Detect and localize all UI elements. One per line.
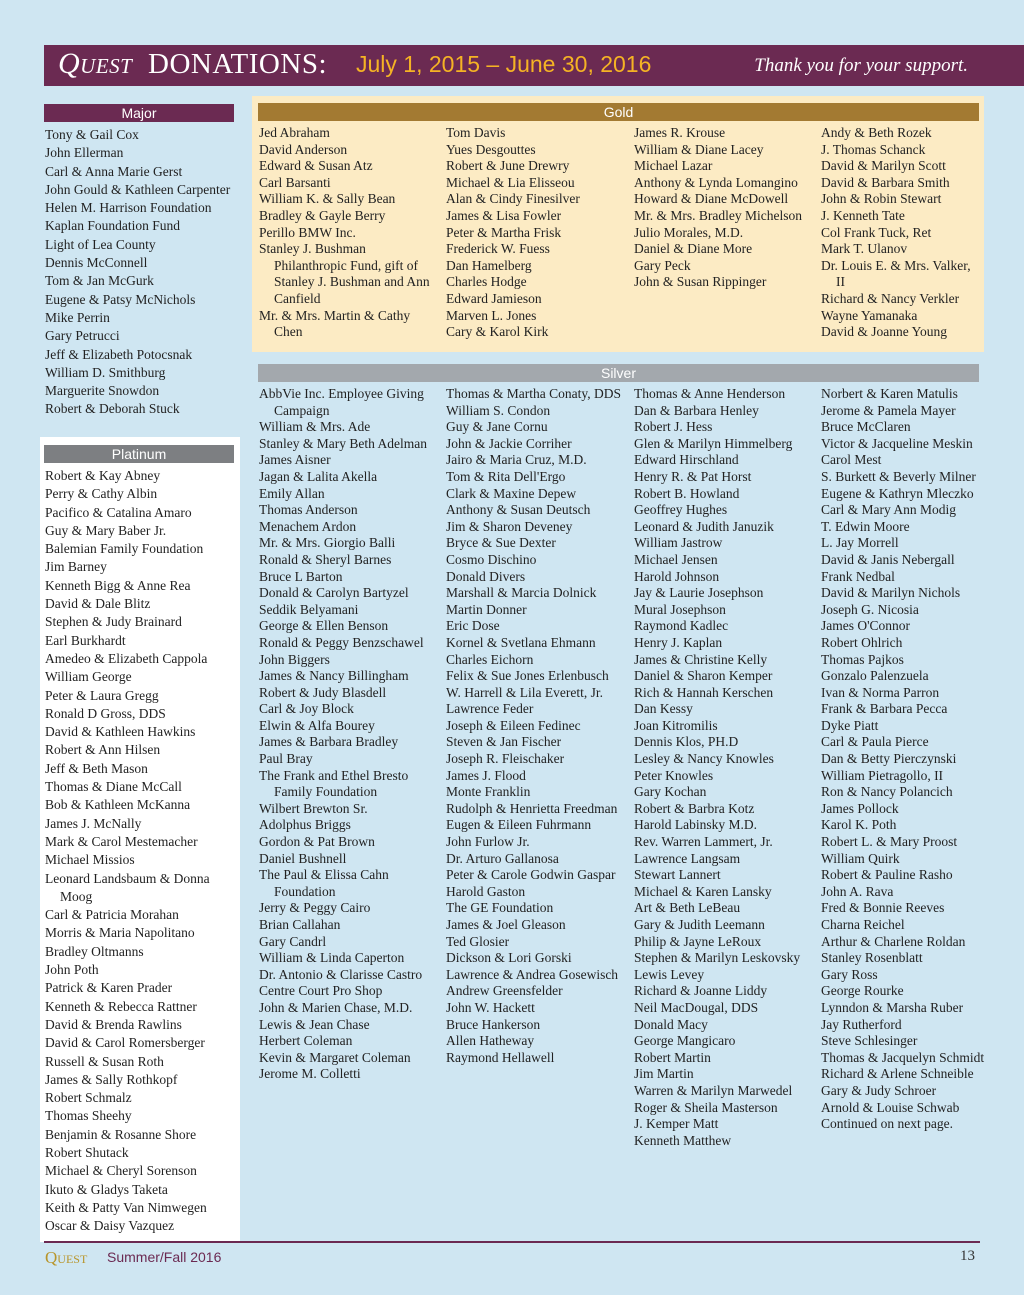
donor-name: Eugene & Patsy McNichols xyxy=(45,291,196,307)
donor-name: James Pollock xyxy=(821,800,899,816)
donor-name: Thomas & Diane McCall xyxy=(45,779,182,795)
donor-name: Pacifico & Catalina Amaro xyxy=(45,504,192,520)
header-banner xyxy=(44,45,1024,86)
donor-name: Bryce & Sue Dexter xyxy=(446,535,556,551)
donor-name: Rich & Hannah Kerschen xyxy=(634,684,774,700)
donor-name: Andrew Greensfelder xyxy=(446,983,563,999)
donor-name: Robert & Ann Hilsen xyxy=(45,742,161,758)
donor-name: Mike Perrin xyxy=(45,309,110,325)
donor-name: John & Marien Chase, M.D. xyxy=(259,999,413,1015)
footer-quest-logo: Quest xyxy=(45,1248,88,1267)
footer-divider xyxy=(44,1241,980,1243)
donor-name: Mark & Carol Mestemacher xyxy=(45,833,198,849)
platinum-heading: Platinum xyxy=(44,445,234,463)
donor-name: Stephen & Judy Brainard xyxy=(45,614,182,630)
donor-name: John Biggers xyxy=(259,651,330,667)
donor-name: Centre Court Pro Shop xyxy=(259,983,383,999)
donor-name: Dan & Barbara Henley xyxy=(634,402,759,418)
donor-name: Daniel & Sharon Kemper xyxy=(634,668,773,684)
donor-name: Robert & Deborah Stuck xyxy=(45,401,180,417)
donor-name: Kaplan Foundation Fund xyxy=(45,218,180,234)
donor-name: Robert Shutack xyxy=(45,1144,129,1160)
gold-column-1 xyxy=(259,125,439,341)
donor-name: James O'Connor xyxy=(821,618,911,634)
donor-name: Morris & Maria Napolitano xyxy=(45,925,195,941)
donor-name: Ronald & Sheryl Barnes xyxy=(259,551,392,567)
donor-name: Bruce L Barton xyxy=(259,568,343,584)
donor-name: Geoffrey Hughes xyxy=(634,502,728,518)
donor-name: Bradley & Gayle Berry xyxy=(259,207,386,223)
gold-column-3 xyxy=(634,125,814,291)
donor-name: Dan & Betty Pierczynski xyxy=(821,751,957,767)
donor-name: Norbert & Karen Matulis xyxy=(821,386,958,401)
donor-name: Donald Divers xyxy=(446,568,526,584)
donor-name: Balemian Family Foundation xyxy=(45,541,204,557)
donor-name: Benjamin & Rosanne Shore xyxy=(45,1126,197,1142)
donor-name: Robert B. Howland xyxy=(634,485,740,501)
donor-name: William George xyxy=(45,669,132,685)
donor-name: Kenneth Bigg & Anne Rea xyxy=(45,577,191,593)
donor-name: Mr. & Mrs. Giorgio Balli xyxy=(259,535,396,551)
donor-name: Anthony & Susan Deutsch xyxy=(446,502,591,518)
donor-name: Peter & Carole Godwin Gaspar xyxy=(446,867,616,883)
donor-name: Mr. & Mrs. Bradley Michelson xyxy=(634,207,802,223)
donations-title: DONATIONS: xyxy=(148,48,327,80)
donor-name: Edward Jamieson xyxy=(446,290,542,306)
donor-name: David Anderson xyxy=(259,141,348,157)
donor-name: Jeff & Elizabeth Potocsnak xyxy=(45,346,193,362)
donor-name: Frederick W. Fuess xyxy=(446,241,550,257)
donor-name: Robert & Barbra Kotz xyxy=(634,800,755,816)
donor-name: Michael Missios xyxy=(45,852,135,868)
donor-name: Jairo & Maria Cruz, M.D. xyxy=(446,452,587,468)
donor-name: Gary Kochan xyxy=(634,784,707,800)
donor-name: Henry R. & Pat Horst xyxy=(634,468,752,484)
gold-heading: Gold xyxy=(258,103,979,121)
donor-name: Peter Knowles xyxy=(634,767,714,783)
donor-name: Robert J. Hess xyxy=(634,419,713,435)
donor-name: Dyke Piatt xyxy=(821,717,879,733)
donor-name: Steven & Jan Fischer xyxy=(446,734,562,750)
donor-name: Steve Schlesinger xyxy=(821,1033,918,1049)
donor-name: Carl Barsanti xyxy=(259,174,331,190)
donor-name: Lawrence Feder xyxy=(446,701,534,717)
donor-name: Kevin & Margaret Coleman xyxy=(259,1049,411,1065)
donor-name: Jay Rutherford xyxy=(821,1016,902,1032)
donor-name: James & Nancy Billingham xyxy=(259,668,409,684)
donor-name: Thomas Sheehy xyxy=(45,1108,132,1124)
donor-name: Joseph R. Fleischaker xyxy=(446,751,565,767)
donor-name: Jerome & Pamela Mayer xyxy=(821,402,956,418)
donor-name: Jim Martin xyxy=(634,1066,694,1082)
donor-name: L. Jay Morrell xyxy=(821,535,899,551)
donor-name: William & Diane Lacey xyxy=(634,141,764,157)
donor-name: George Mangicaro xyxy=(634,1033,736,1049)
donor-name: Leonard & Judith Januzik xyxy=(634,518,774,534)
donor-name: Dennis Klos, PH.D xyxy=(634,734,739,750)
donor-name: Marshall & Marcia Dolnick xyxy=(446,585,597,601)
donor-name: J. Kemper Matt xyxy=(634,1116,719,1132)
donor-name: Tom Davis xyxy=(446,125,506,140)
donor-name: Harold Gaston xyxy=(446,883,526,899)
donor-name: T. Edwin Moore xyxy=(821,518,910,534)
donor-name: W. Harrell & Lila Everett, Jr. xyxy=(446,684,603,700)
donor-name: Lynndon & Marsha Ruber xyxy=(821,999,964,1015)
date-range: July 1, 2015 – June 30, 2016 xyxy=(356,51,652,77)
donor-name: John & Susan Rippinger xyxy=(634,274,767,290)
donor-name: Clark & Maxine Depew xyxy=(446,485,577,501)
donor-name: David & Janis Nebergall xyxy=(821,551,955,567)
donor-name: Guy & Jane Cornu xyxy=(446,419,548,435)
donor-name: Ronald D Gross, DDS xyxy=(45,705,166,721)
donor-name: Edward Hirschland xyxy=(634,452,739,468)
donor-name: Seddik Belyamani xyxy=(259,601,359,617)
donor-name: Michael & Lia Elisseou xyxy=(446,174,575,190)
donor-name: Mark T. Ulanov xyxy=(821,241,908,257)
donor-name: James & Sally Rothkopf xyxy=(45,1071,178,1087)
donor-name: Jagan & Lalita Akella xyxy=(259,468,378,484)
donor-name: Michael Jensen xyxy=(634,551,718,567)
donor-name: J. Kenneth Tate xyxy=(821,207,905,223)
donor-name: Patrick & Karen Prader xyxy=(45,980,173,996)
donor-name: Glen & Marilyn Himmelberg xyxy=(634,435,793,451)
donor-name: Victor & Jacqueline Meskin xyxy=(821,435,973,451)
donor-name: Ivan & Norma Parron xyxy=(821,684,940,700)
donor-name: James Aisner xyxy=(259,452,331,468)
donor-name: Tom & Rita Dell'Ergo xyxy=(446,468,566,484)
donor-name: Eugene & Kathryn Mleczko xyxy=(821,485,974,501)
donor-name: George & Ellen Benson xyxy=(259,618,389,634)
donor-name: The GE Foundation xyxy=(446,900,554,916)
donor-name: William S. Condon xyxy=(446,402,551,418)
donor-name: Gary Ross xyxy=(821,966,878,982)
silver-column-1 xyxy=(259,386,441,1083)
donor-name: Monte Franklin xyxy=(446,784,531,800)
donor-name: Donald & Carolyn Bartyzel xyxy=(259,585,409,601)
silver-heading: Silver xyxy=(258,364,979,382)
donor-name: Bradley Oltmanns xyxy=(45,943,144,959)
donor-name: S. Burkett & Beverly Milner xyxy=(821,468,976,484)
donor-name: David & Joanne Young xyxy=(821,324,948,340)
donor-name: James & Christine Kelly xyxy=(634,651,768,667)
donor-name: Cary & Karol Kirk xyxy=(446,324,549,340)
donor-name: Edward & Susan Atz xyxy=(259,158,373,174)
donor-name: Robert & June Drewry xyxy=(446,158,570,174)
donor-name: Charna Reichel xyxy=(821,917,905,932)
donor-name: Leonard Landsbaum & Donna Moog xyxy=(45,870,210,904)
donor-name: James J. McNally xyxy=(45,815,142,831)
donor-name: Stewart Lannert xyxy=(634,867,721,883)
donor-name: Michael & Karen Lansky xyxy=(634,883,772,899)
donor-name: William D. Smithburg xyxy=(45,364,166,380)
donor-name: Carl & Anna Marie Gerst xyxy=(45,163,183,179)
donor-name: Robert Martin xyxy=(634,1049,711,1065)
major-donor-list xyxy=(45,126,237,419)
donor-name: Gary & Judy Schroer xyxy=(821,1082,937,1098)
donor-name: Tom & Jan McGurk xyxy=(45,273,154,289)
donor-name: Thomas Anderson xyxy=(259,502,358,518)
donor-name: Dr. Louis E. & Mrs. Valker, II xyxy=(821,257,971,290)
donor-name: Brian Callahan xyxy=(259,917,341,932)
donor-name: Wilbert Brewton Sr. xyxy=(259,800,368,816)
donor-name: Adolphus Briggs xyxy=(259,817,351,833)
donor-name: Mr. & Mrs. Martin & Cathy Chen xyxy=(259,307,411,340)
donor-name: Robert & Kay Abney xyxy=(45,468,161,483)
donor-name: Stanley & Mary Beth Adelman xyxy=(259,435,427,451)
donor-name: Jerome M. Colletti xyxy=(259,1066,361,1082)
donor-name: Russell & Susan Roth xyxy=(45,1053,164,1069)
silver-column-4 xyxy=(821,386,993,1133)
donor-name: J. Thomas Schanck xyxy=(821,141,926,157)
donor-name: Joseph & Eileen Fedinec xyxy=(446,717,581,733)
donor-name: Lewis & Jean Chase xyxy=(259,1016,370,1032)
donor-name: Michael & Cheryl Sorenson xyxy=(45,1163,197,1179)
donor-name: Carol Mest xyxy=(821,452,882,468)
donor-name: John Furlow Jr. xyxy=(446,834,530,850)
donor-name: Robert Schmalz xyxy=(45,1090,132,1106)
donor-name: Bob & Kathleen McKanna xyxy=(45,797,191,813)
donor-name: Paul Bray xyxy=(259,751,313,767)
donor-name: William Quirk xyxy=(821,850,900,866)
donor-name: Allen Hatheway xyxy=(446,1033,535,1049)
donor-name: Art & Beth LeBeau xyxy=(634,900,741,916)
donor-name: Gary Petrucci xyxy=(45,328,120,344)
donor-name: Perillo BMW Inc. xyxy=(259,224,356,240)
donor-name: Mural Josephson xyxy=(634,601,726,617)
donor-name: James & Lisa Fowler xyxy=(446,207,562,223)
donor-name: Charles Hodge xyxy=(446,274,527,290)
donor-name: Fred & Bonnie Reeves xyxy=(821,900,945,916)
donor-name: David & Marilyn Nichols xyxy=(821,585,961,601)
donor-name: James & Joel Gleason xyxy=(446,917,566,932)
donor-name: Bruce McClaren xyxy=(821,419,911,435)
donor-name: Jeff & Beth Mason xyxy=(45,760,148,776)
donor-name: Karol K. Poth xyxy=(821,817,897,833)
donor-name: Arthur & Charlene Roldan xyxy=(821,933,966,949)
footer-issue: Summer/Fall 2016 xyxy=(107,1249,222,1265)
donor-name: Daniel & Diane More xyxy=(634,241,753,257)
donor-name: John A. Rava xyxy=(821,883,894,899)
donor-name: Lesley & Nancy Knowles xyxy=(634,751,774,767)
donor-name: Jed Abraham xyxy=(259,125,330,140)
donor-name: Arnold & Louise Schwab xyxy=(821,1099,960,1115)
donor-name: Dickson & Lori Gorski xyxy=(446,950,572,966)
donor-name: Lawrence & Andrea Gosewisch xyxy=(446,966,619,982)
donor-name: Robert & Pauline Rasho xyxy=(821,867,953,883)
major-heading: Major xyxy=(44,104,234,122)
donor-name: Bruce Hankerson xyxy=(446,1016,541,1032)
donor-name: Richard & Joanne Liddy xyxy=(634,983,768,999)
donor-name: Kenneth Matthew xyxy=(634,1132,732,1148)
donor-name: AbbVie Inc. Employee Giving Campaign xyxy=(259,386,424,418)
donor-name: Dr. Antonio & Clarisse Castro xyxy=(259,966,423,982)
donor-name: Peter & Laura Gregg xyxy=(45,687,159,703)
donor-name: Henry J. Kaplan xyxy=(634,634,723,650)
donor-name: Carl & Paula Pierce xyxy=(821,734,929,750)
donor-name: Keith & Patty Van Nimwegen xyxy=(45,1199,207,1215)
donor-name: Neil MacDougal, DDS xyxy=(634,999,759,1015)
donor-name: Herbert Coleman xyxy=(259,1033,353,1049)
donor-name: Howard & Diane McDowell xyxy=(634,191,789,207)
donor-name: Stanley J. Bushman Philanthropic Fund, gift of Stanley J. Bushman and Ann Canfield xyxy=(259,241,430,306)
donor-name: Helen M. Harrison Foundation xyxy=(45,200,212,216)
donor-name: John Ellerman xyxy=(45,145,124,161)
donor-name: Earl Burkhardt xyxy=(45,632,126,648)
thank-you-note: Thank you for your support. xyxy=(754,55,968,76)
donor-name: Guy & Mary Baber Jr. xyxy=(45,522,167,538)
donor-name: Light of Lea County xyxy=(45,236,156,252)
donor-name: Cosmo Dischino xyxy=(446,551,537,567)
donor-name: Julio Morales, M.D. xyxy=(634,224,744,240)
donor-name: Marguerite Snowdon xyxy=(45,383,160,399)
donor-name: Lewis Levey xyxy=(634,966,705,982)
donor-name: Frank Nedbal xyxy=(821,568,895,584)
donor-name: William & Linda Caperton xyxy=(259,950,405,966)
donor-name: Yues Desgouttes xyxy=(446,141,536,157)
platinum-donor-list xyxy=(45,467,237,1235)
donor-name: Dan Hamelberg xyxy=(446,257,532,273)
donor-name: Marven L. Jones xyxy=(446,307,537,323)
donor-name: Robert & Judy Blasdell xyxy=(259,684,387,700)
donor-name: Gary & Judith Leemann xyxy=(634,917,765,932)
donor-name: Tony & Gail Cox xyxy=(45,127,139,142)
donor-name: Gary Peck xyxy=(634,257,691,273)
donor-name: The Frank and Ethel Bresto Family Foundation xyxy=(259,767,409,800)
donor-name: Felix & Sue Jones Erlenbusch xyxy=(446,668,609,684)
donor-name: Frank & Barbara Pecca xyxy=(821,701,948,717)
donor-name: Charles Eichorn xyxy=(446,651,534,667)
donor-name: Dr. Arturo Gallanosa xyxy=(446,850,559,866)
donor-name: The Paul & Elissa Cahn Foundation xyxy=(259,867,389,899)
donor-name: John & Jackie Corriher xyxy=(446,435,572,451)
donor-name: Wayne Yamanaka xyxy=(821,307,918,323)
donor-name: Menachem Ardon xyxy=(259,518,357,534)
donor-name: Kornel & Svetlana Ehmann xyxy=(446,634,596,650)
donor-name: John Poth xyxy=(45,962,99,978)
donor-name: Robert L. & Mary Proost xyxy=(821,834,958,850)
donor-name: Joseph G. Nicosia xyxy=(821,601,919,617)
donor-name: Amedeo & Elizabeth Cappola xyxy=(45,650,208,666)
donor-name: Raymond Kadlec xyxy=(634,618,729,634)
donor-name: Gordon & Pat Brown xyxy=(259,834,375,850)
quest-logo-text: Quest xyxy=(58,47,133,80)
donor-name: Lawrence Langsam xyxy=(634,850,741,866)
donor-name: Harold Johnson xyxy=(634,568,720,584)
donor-name: James R. Krouse xyxy=(634,125,726,140)
donor-name: Stephen & Marilyn Leskovsky xyxy=(634,950,801,966)
donor-name: David & Kathleen Hawkins xyxy=(45,724,196,740)
donor-name: William Jastrow xyxy=(634,535,723,551)
donor-name: John & Robin Stewart xyxy=(821,191,942,207)
donor-name: John W. Hackett xyxy=(446,999,535,1015)
donor-name: Carl & Patricia Morahan xyxy=(45,907,179,923)
donor-name: James & Barbara Bradley xyxy=(259,734,399,750)
donor-name: Carl & Mary Ann Modig xyxy=(821,502,956,518)
donor-name: David & Barbara Smith xyxy=(821,174,950,190)
donor-name: Daniel Bushnell xyxy=(259,850,347,866)
donor-name: Col Frank Tuck, Ret xyxy=(821,224,932,240)
donor-name: Gonzalo Palenzuela xyxy=(821,668,929,684)
donor-name: Robert Ohlrich xyxy=(821,634,903,650)
donor-name: Jerry & Peggy Cairo xyxy=(259,900,371,916)
donor-name: Peter & Martha Frisk xyxy=(446,224,562,240)
donor-name: John Gould & Kathleen Carpenter xyxy=(45,181,231,197)
donor-name: Warren & Marilyn Marwedel xyxy=(634,1082,793,1098)
donor-name: Thomas & Anne Henderson xyxy=(634,386,786,401)
donor-name: George Rourke xyxy=(821,983,904,999)
donor-name: Michael Lazar xyxy=(634,158,713,174)
donor-name: Martin Donner xyxy=(446,601,527,617)
donor-name: Stanley Rosenblatt xyxy=(821,950,923,966)
donor-name: William & Mrs. Ade xyxy=(259,419,371,435)
donor-name: Ron & Nancy Polancich xyxy=(821,784,953,800)
donor-name: Richard & Nancy Verkler xyxy=(821,290,960,306)
donor-name: Thomas & Jacquelyn Schmidt xyxy=(821,1049,985,1065)
donor-name: Dan Kessy xyxy=(634,701,693,717)
donor-name: David & Brenda Rawlins xyxy=(45,1016,182,1032)
silver-column-2 xyxy=(446,386,628,1066)
donor-name: David & Dale Blitz xyxy=(45,596,151,612)
donor-name: Thomas & Martha Conaty, DDS xyxy=(446,386,621,401)
donor-name: Jim & Sharon Deveney xyxy=(446,518,573,534)
donor-name: Donald Macy xyxy=(634,1016,708,1032)
gold-column-2 xyxy=(446,125,626,341)
donor-name: Oscar & Daisy Vazquez xyxy=(45,1218,175,1234)
donor-name: Anthony & Lynda Lomangino xyxy=(634,174,798,190)
page-number: 13 xyxy=(960,1248,975,1264)
donor-name: Eric Dose xyxy=(446,618,500,634)
donor-name: Ronald & Peggy Benzschawel xyxy=(259,634,424,650)
donor-name: Raymond Hellawell xyxy=(446,1049,555,1065)
donor-name: Jay & Laurie Josephson xyxy=(634,585,764,601)
donor-name: Alan & Cindy Finesilver xyxy=(446,191,580,207)
donor-name: Continued on next page. xyxy=(821,1116,953,1132)
donor-name: David & Carol Romersberger xyxy=(45,1035,205,1051)
donor-name: Thomas Pajkos xyxy=(821,651,904,667)
donor-name: Dennis McConnell xyxy=(45,255,148,271)
donor-name: Andy & Beth Rozek xyxy=(821,125,932,140)
donor-name: David & Marilyn Scott xyxy=(821,158,946,174)
gold-column-4 xyxy=(821,125,981,341)
donor-name: Elwin & Alfa Bourey xyxy=(259,717,375,733)
donor-name: Gary Candrl xyxy=(259,933,327,949)
donor-name: Harold Labinsky M.D. xyxy=(634,817,757,833)
donor-name: Rev. Warren Lammert, Jr. xyxy=(634,834,773,850)
donor-name: William Pietragollo, II xyxy=(821,767,944,783)
donor-name: Eugen & Eileen Fuhrmann xyxy=(446,817,592,833)
silver-column-3 xyxy=(634,386,816,1149)
donor-name: Joan Kitromilis xyxy=(634,717,718,733)
donor-name: Ted Glosier xyxy=(446,933,510,949)
donor-name: Richard & Arlene Schneible xyxy=(821,1066,974,1082)
donor-name: Perry & Cathy Albin xyxy=(45,486,158,502)
donor-name: Kenneth & Rebecca Rattner xyxy=(45,998,197,1014)
donor-name: Philip & Jayne LeRoux xyxy=(634,933,762,949)
donor-name: William K. & Sally Bean xyxy=(259,191,396,207)
donor-name: Jim Barney xyxy=(45,559,107,575)
donor-name: James J. Flood xyxy=(446,767,526,783)
donor-name: Carl & Joy Block xyxy=(259,701,354,717)
donor-name: Emily Allan xyxy=(259,485,325,501)
donor-name: Ikuto & Gladys Taketa xyxy=(45,1181,168,1197)
donor-name: Rudolph & Henrietta Freedman xyxy=(446,800,618,816)
donor-name: Roger & Sheila Masterson xyxy=(634,1099,778,1115)
